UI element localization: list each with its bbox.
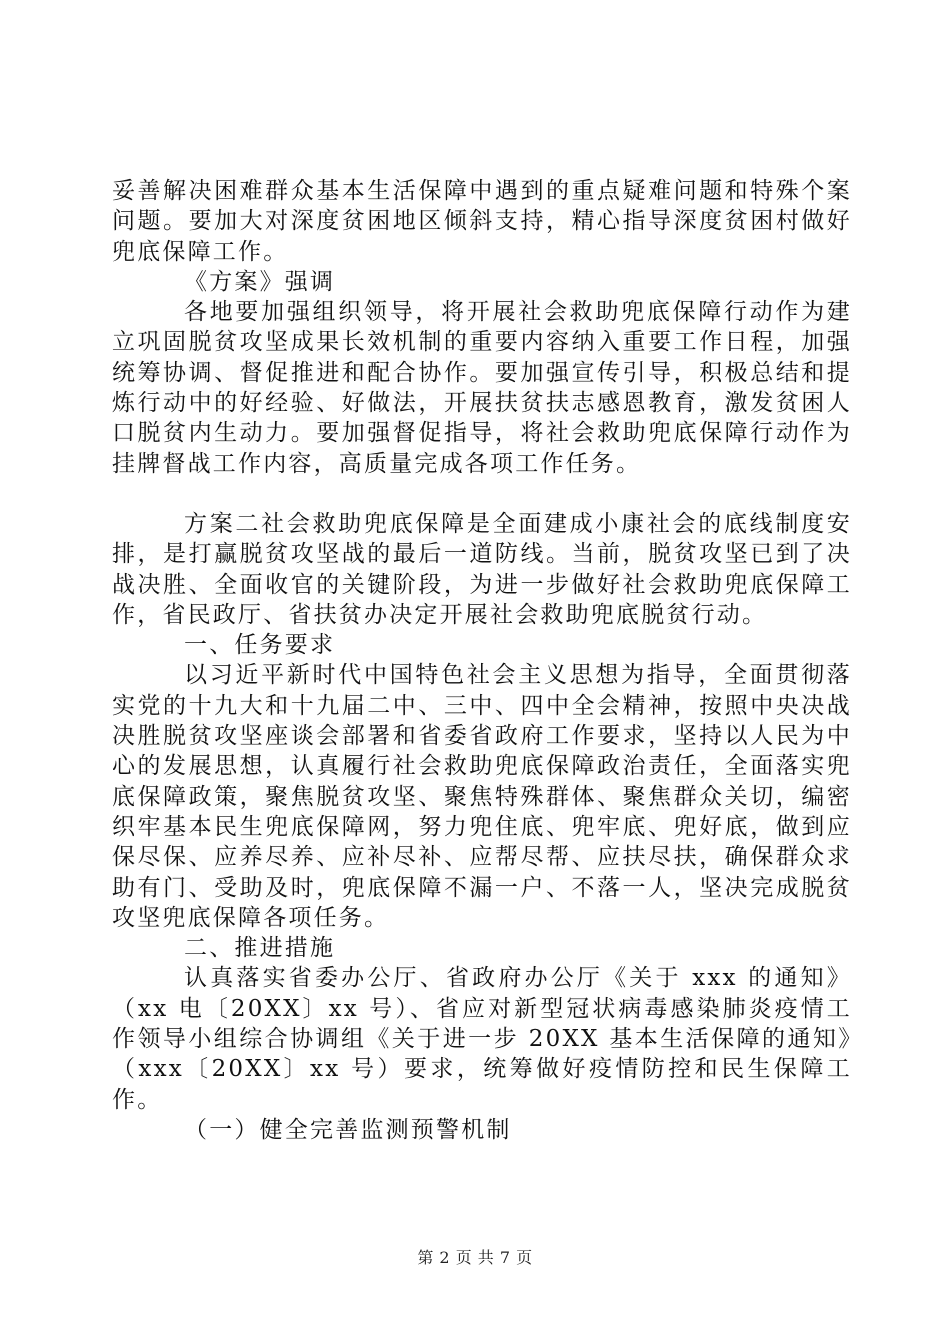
paragraph-6: 以习近平新时代中国特色社会主义思想为指导，全面贯彻落实党的十九大和十九届二中、三中、四中全会精神，按照中央决战决胜脱贫攻坚座谈会部署和省委省政府工作要求，坚持以人民为中心的发展思想，认真履行社会救助兜底保障政治责任，全面落实兜底保障政策，聚焦脱贫攻坚、聚焦特殊群体、聚焦群众关切，编密织牢基本民生兜底保障网，努力兜住底、兜牢底、兜好底，做到应保尽保、应养尽养、应补尽补、应帮尽帮、应扶尽扶，确保群众求助有门、受助及时，兜底保障不漏一户、不落一人，坚决完成脱贫攻坚兜底保障各项任务。 <box>112 662 852 931</box>
section-heading-measures: 二、推进措施 <box>184 935 336 962</box>
paragraph-1: 妥善解决困难群众基本生活保障中遇到的重点疑难问题和特殊个案问题。要加大对深度贫困地区倾斜支持，精心指导深度贫困村做好兜底保障工作。 <box>112 178 852 265</box>
paragraph-3: 各地要加强组织领导，将开展社会救助兜底保障行动作为建立巩固脱贫攻坚成果长效机制的重要内容纳入重要工作日程，加强统筹协调、督促推进和配合协作。要加强宣传引导，积极总结和提炼行动中的好经验、好做法，开展扶贫扶志感恩教育，激发贫困人口脱贫内生动力。要加强督促指导，将社会救助兜底保障行动作为挂牌督战工作内容，高质量完成各项工作任务。 <box>112 299 852 477</box>
section-heading-task-requirements: 一、任务要求 <box>184 632 336 659</box>
page-number-footer: 第 2 页 共 7 页 <box>417 1248 533 1267</box>
document-body <box>112 176 852 1145</box>
paragraph-4: 方案二社会救助兜底保障是全面建成小康社会的底线制度安排，是打赢脱贫攻坚战的最后一道防线。当前，脱贫攻坚已到了决战决胜、全面收官的关键阶段，为进一步做好社会救助兜底保障工作，省民政厅、省扶贫办决定开展社会救助兜底脱贫行动。 <box>112 510 852 628</box>
subsection-heading-monitoring: （一）健全完善监测预警机制 <box>184 1116 512 1143</box>
paragraph-gap <box>112 479 852 509</box>
paragraph-8: 认真落实省委办公厅、省政府办公厅《关于 xxx 的通知》（xx 电〔20XX〕xx 号）、省应对新型冠状病毒感染肺炎疫情工作领导小组综合协调组《关于进一步 20XX 基本生活保障的通知》（xxx〔20XX〕xx 号）要求，统筹做好疫情防控和民生保障工作。 <box>112 965 852 1113</box>
paragraph-heading-fangan-qiangdiao: 《方案》强调 <box>184 268 336 295</box>
